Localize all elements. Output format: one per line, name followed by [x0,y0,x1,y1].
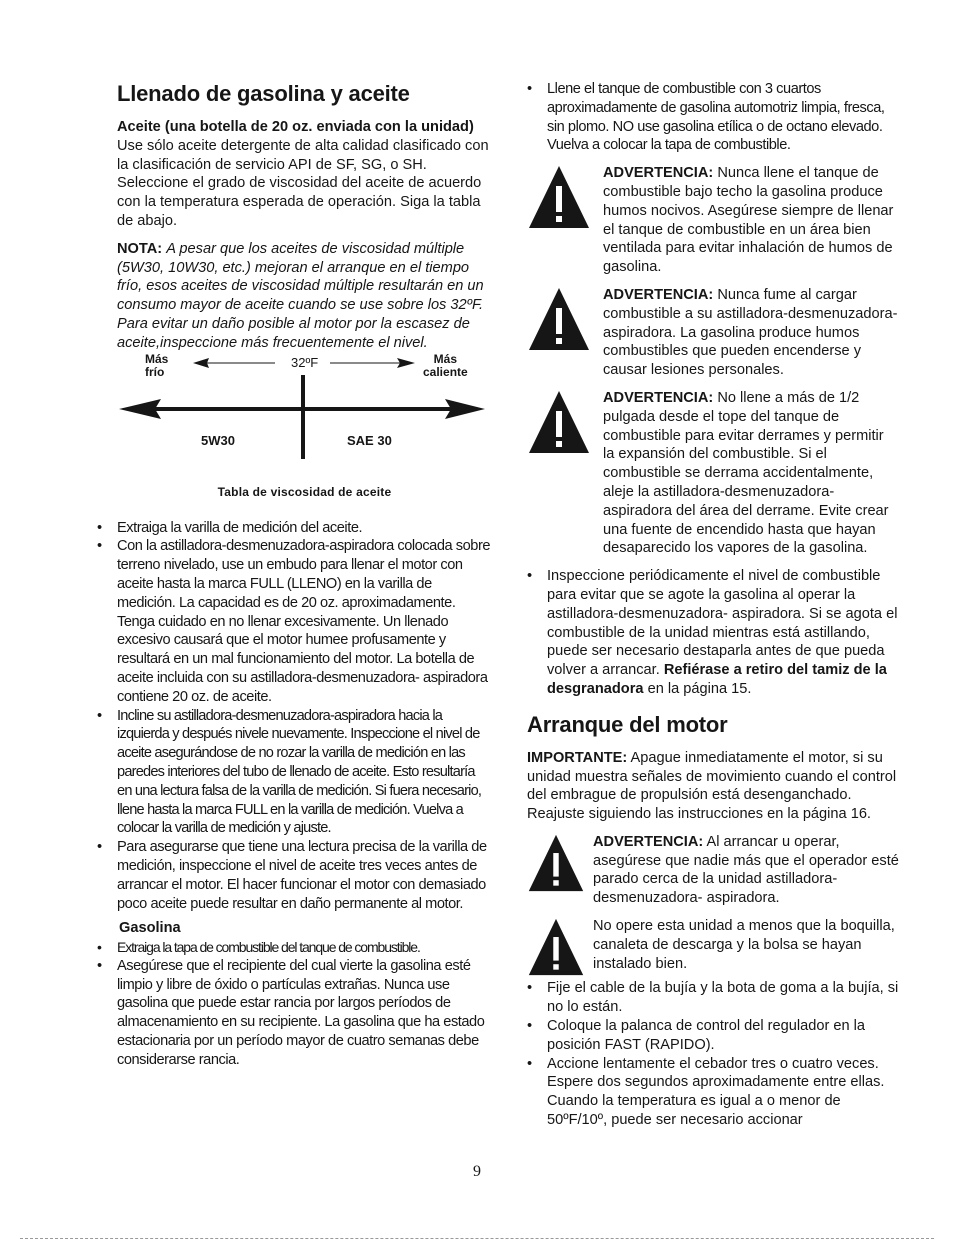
left-column [117,80,492,1070]
warning-bystanders [527,833,899,908]
warning-overfill [527,389,899,558]
note-text: A pesar que los aceites de viscosidad múltiple (5W30, 10W30, etc.) mejoran el arranque en el tiempo frío, esos aceites de viscosidad múltiple resultarán en un consumo mayor de aceite cuando se use sobre los 32ºF. Para evitar un daño posible al motor por la escasez de aceite,inspeccione más frecuentemente el nivel. [117,240,484,351]
bottom-divider [20,1238,934,1239]
warning-triangle-icon [527,389,591,455]
oil-subheading: Aceite (una botella de 20 oz. enviada con la unidad) [117,119,474,135]
list-item: • Accione lentamente el cebador tres o cuatro veces. Espere dos segundos aproximadamente entre ellas. Cuando la temperatura es igual a o menor de 50ºF/10º, puede ser necesario accionar [527,1055,899,1130]
chart-caption: Tabla de viscosidad de aceite [217,484,392,499]
freezing-point-label: 32ºF [291,354,319,370]
warning-label: ADVERTENCIA: [603,165,714,182]
section-heading-fuel-oil: Llenado de gasolina y aceite [117,81,410,106]
warning-chute [527,917,899,973]
warmer-label-line1: Más [433,351,458,366]
list-item [527,567,899,699]
list-item: • Extraiga la varilla de medición del aceite. [97,519,492,538]
warmer-label-line2: caliente [423,364,468,379]
section-heading-engine-start: Arranque del motor [527,711,728,737]
warning-triangle-icon [527,164,591,230]
warning-triangle-icon [527,286,591,352]
warning-text: No opere esta unidad a menos que la boquilla, canaleta de descarga y la bolsa se hayan instalado bien. [593,918,895,972]
important-label: IMPORTANTE: [527,749,628,766]
inspect-reference: Refiérase a retiro del tamiz de la desgranadora [547,662,887,697]
list-item: • Con la astilladora-desmenuzadora-aspiradora colocada sobre terreno nivelado, use un embudo para llenar el motor con aceite hasta la marca FULL (LLENO) en la varilla de medición. La capacidad es de 20 oz. aproximadamente. Tenga cuidado en no llenar excesivamente. Un llenado excesivo causará que el motor humee profusamente y resultará en un mal funcionamiento del motor. La botella de aceite incluida con su astilladora-desmenuzadora- aspiradora contiene 20 oz. de aceite. [97,537,492,706]
note-paragraph [117,240,492,353]
list-item: • Fije el cable de la bujía y la bota de goma a la bujía, si no lo están. [527,979,899,1017]
right-column [527,80,899,1130]
warning-smoking [527,286,899,380]
important-text: Apague inmediatamente el motor, si su unidad muestra señales de movimiento cuando el control del embrague de propulsión está desenganchado. Reajuste siguiendo las instrucciones en la página 16. [527,749,897,823]
warning-triangle-icon [527,833,585,893]
inspect-tail: en la página 15. [647,680,752,697]
colder-label-line2: frío [145,364,165,379]
oil-5w30-label: 5W30 [201,432,235,448]
warning-text: Al arrancar u operar, asegúrese que nadie más que el operador esté parado cerca de la unidad astilladora-desmenuzadora- aspiradora. [593,833,899,907]
gas-steps-list [117,938,492,1070]
colder-label [145,353,168,379]
fill-step-list [527,80,899,155]
warning-text: No llene a más de 1/2 pulgada desde el tope del tanque de combustible para evitar derrames y permitir la expansión del combustible. Si el combustible se derrama accidentalmente, aleje la astilladora-desmenuzadora-aspiradora del área del derrame. Evite crear una fuente de encendido hasta que hayan desaparecido los vapores de la gasolina. [603,389,889,557]
warning-indoors [527,164,899,277]
note-label: NOTA: [117,240,163,257]
list-item: • Extraiga la tapa de combustible del tanque de combustible. [97,938,492,957]
range-left-arrowhead [119,399,161,419]
list-item: • Incline su astilladora-desmenuzadora-aspiradora hacia la izquierda y después nivele nuevamente. Inspeccione el nivel de aceite asegurándose de no rozar la varilla de medición en las paredes interiores del tubo de llenado de aceite. Esto resultaría en una lectura falsa de la varilla de medición. Si fuera necesario, llene hasta la marca FULL en la varilla de medición. Vuelva a colocar la varilla de medición y ajuste. [97,707,492,839]
range-right-arrowhead [445,399,485,419]
colder-label-line1: Más [145,351,169,366]
list-item: • Llene el tanque de combustible con 3 cuartos aproximadamente de gasolina automotriz limpia, fresca, sin plomo. NO use gasolina etílica o de octano elevado. Vuelva a colocar la tapa de combustible. [527,80,899,155]
start-steps-list [527,979,899,1129]
range-bar [147,407,462,411]
important-paragraph [527,749,899,824]
inspect-text: Inspeccione periódicamente el nivel de combustible para evitar que se agote la gasolina al operar la astilladora-desmenuzadora- aspiradora. Si se agota el combustible de la unidad mientras está astillando, puede ser necesario destaparla antes de que pueda volver a arrancar. [547,568,898,679]
page-number: 9 [473,1163,481,1180]
warning-triangle-icon [527,917,585,977]
list-item: • Coloque la palanca de control del regulador en la posición FAST (RAPIDO). [527,1017,899,1055]
warning-label: ADVERTENCIA: [593,833,704,850]
gasoline-subheading: Gasolina [119,920,181,937]
warning-text: Nunca fume al cargar combustible a su astilladora-desmenuzadora-aspiradora. La gasolina produce humos combustibles que pueden encenderse y causar lesiones personales. [603,286,898,379]
warning-label: ADVERTENCIA: [603,286,714,303]
oil-sae30-label: SAE 30 [347,432,392,448]
oil-viscosity-chart [117,351,492,505]
oil-intro-paragraph: Use sólo aceite detergente de alta calidad clasificado con la clasificación de servicio API de SF, SG, o SH. Seleccione el grado de viscosidad del aceite de acuerdo con la temperatura esperada de operación. Siga la tabla de abajo. [117,137,489,229]
warning-label: ADVERTENCIA: [603,389,714,406]
warmer-label [423,353,468,379]
list-item: • Asegúrese que el recipiente del cual vierte la gasolina esté limpio y libre de óxido o partículas extrañas. Nunca use gasolina que puede estar rancia por largos períodos de almacenamiento en su recipiente. La gasolina que ha estado estacionaria por un período mayor de cuatro semanas debe considerarse rancia. [97,957,492,1070]
warning-text: Nunca llene el tanque de combustible bajo techo la gasolina produce humos nocivos. Asegúrese siempre de llenar el tanque de combustible en un área bien ventilada para evitar inhalación de humos de gasolina. [603,165,894,276]
oil-steps-list [117,519,492,914]
list-item: • Para asegurarse que tiene una lectura precisa de la varilla de medición, inspeccione el nivel de aceite tres veces antes de arrancar el motor. El hacer funcionar el motor con demasiado poco aceite puede resultar en daño permanente al motor. [97,838,492,913]
inspect-step-list [527,567,899,699]
chart-divider [301,375,305,459]
